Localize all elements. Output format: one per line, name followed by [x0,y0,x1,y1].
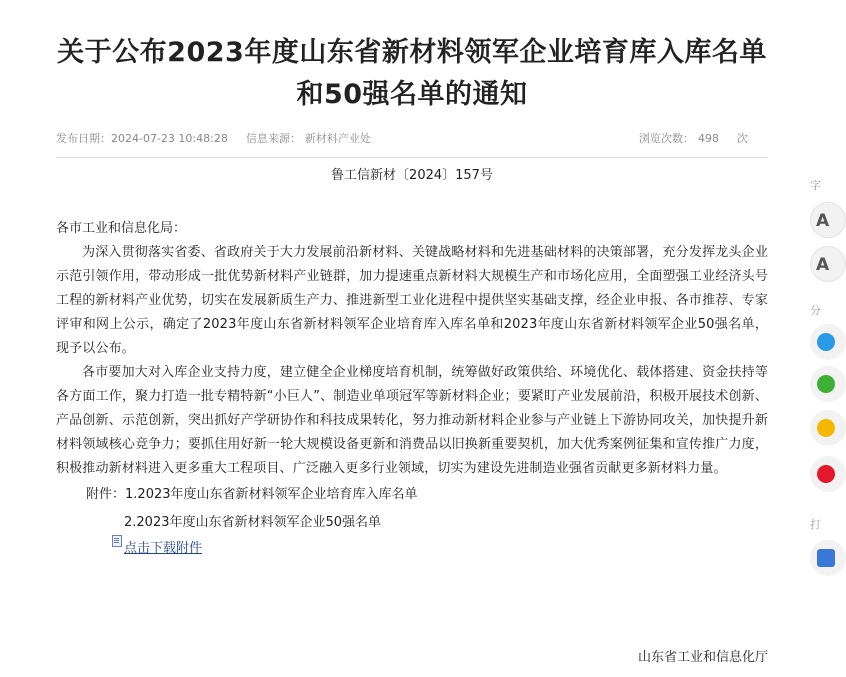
page-title: 关于公布2023年度山东省新材料领军企业培育库入库名单和50强名单的通知 [57,37,767,110]
views-unit: 次 [737,132,748,145]
share-wechat-button[interactable] [810,366,846,402]
article-meta [56,129,768,149]
document-icon [112,535,122,547]
share-label: 分 [810,304,821,317]
article [56,0,768,665]
attachments-label: 附件： [86,487,126,502]
print-label: 打 [810,518,821,531]
font-size-label: 字 [810,179,821,192]
font-large-button[interactable]: A [810,202,846,238]
share-favorite-button[interactable] [810,410,846,446]
weibo-icon [817,465,835,483]
qzone-icon [817,333,835,351]
download-link-text[interactable]: 点击下载附件 [124,541,203,556]
header-divider [56,157,768,158]
download-attachment-link[interactable] [112,539,768,559]
body-paragraph-2: 各市要加大对入库企业支持力度，建立健全企业梯度培育机制，统筹做好政策供给、环境优化、载体搭建、资金扶持等各方面工作，聚力打造一批专精特新“小巨人”、制造业单项冠军等新材料企业；要紧盯产业发展前沿，积极开展技术创新、产品创新、示范创新，突出抓好产学研协作和科技成果转化，努力推动新材料企业参与产业链上下游协同攻关，加快提升新材料领域核心竞争力；要抓住用好新一轮大规模设备更新和消费品以旧换新重要契机，加大优秀案例征集和宣传推广力度，积极推动新材料进入更多重大工程项目、广泛融入更多行业领域，切实为建设先进制造业强省贡献更多新材料力量。 [56,365,768,476]
views-count: 498 [698,132,719,145]
share-qzone-button[interactable] [810,324,846,360]
wechat-icon [817,375,835,393]
publish-date-label: 发布日期： [56,132,111,145]
attachment-item-1[interactable]: 1.2023年度山东省新材料领军企业培育库入库名单 [125,487,418,502]
printer-icon [817,549,835,567]
favorite-star-icon [817,419,835,437]
right-toolbar [806,0,830,677]
body-paragraph-1: 为深入贯彻落实省委、省政府关于大力发展前沿新材料、关键战略材料和先进基础材料的决策部署，充分发挥龙头企业示范引领作用，带动形成一批优势新材料产业链群，加力提速重点新材料大规模生产和市场化应用，全面塑强工业经济头号工程的新材料产业优势，切实在发展新质生产力、推进新型工业化进程中提供坚实基础支撑，经企业申报、各市推荐、专家评审和网上公示，确定了2023年度山东省新材料领军企业培育库入库名单和2023年度山东省新材料领军企业50强名单，现予以公布。 [56,245,768,356]
share-weibo-button[interactable] [810,456,846,492]
source-value: 新材料产业处 [304,132,371,145]
document-number: 鲁工信新材〔2024〕157号 [331,168,493,183]
font-small-button[interactable]: A [810,246,846,282]
views-label: 浏览次数： [639,132,694,145]
attachments [86,481,768,537]
attachment-item-2[interactable]: 2.2023年度山东省新材料领军企业50强名单 [124,515,382,530]
signoff-organization: 山东省工业和信息化厅 [637,650,768,665]
salutation: 各市工业和信息化局： [56,221,187,236]
source-label: 信息来源： [245,132,301,145]
print-button[interactable] [810,540,846,576]
publish-date: 2024-07-23 10:48:28 [111,132,228,145]
